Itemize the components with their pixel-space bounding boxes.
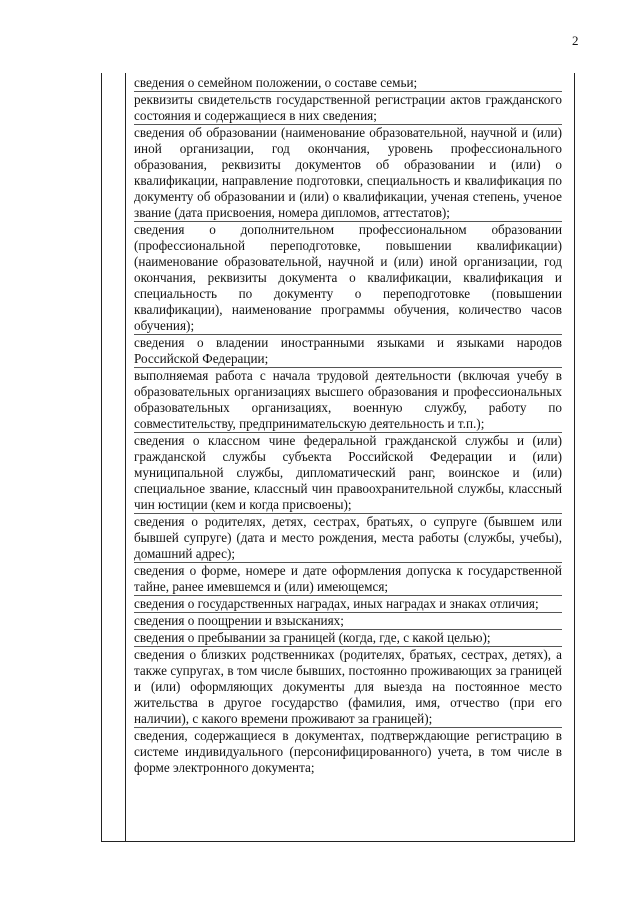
list-item: сведения о близких родственниках (родителях, братьях, сестрах, детях), а также супругах, в том числе бывших, постоянно проживающих за границей и (или) оформляющих документы для выезда на постоянное место жительства в другое государство (фамилия, имя, отчество (при его наличии), с какого времени проживают за границей);	[134, 647, 562, 726]
list-item: сведения о родителях, детях, сестрах, братьях, о супруге (бывшем или бывшей супруге) (дата и место рождения, места работы (службы, учебы), домашний адрес);	[134, 514, 562, 561]
table-content-cell	[134, 75, 562, 776]
list-item: сведения о классном чине федеральной гражданской службы и (или) гражданской службы субъекта Российской Федерации и (или) муниципальной службы, дипломатический ранг, воинское и (или) специальное звание, классный чин правоохранительной службы, классный чин юстиции (кем и когда присвоены);	[134, 433, 562, 512]
page-number: 2	[572, 33, 579, 48]
list-item: сведения, содержащиеся в документах, подтверждающие регистрацию в системе индивидуального (персонифицированного) учета, в том числе в форме электронного документа;	[134, 728, 562, 775]
list-item: сведения о семейном положении, о составе семьи;	[134, 75, 562, 92]
list-item: сведения о пребывании за границей (когда, где, с какой целью);	[134, 630, 562, 647]
list-item: выполняемая работа с начала трудовой деятельности (включая учебу в образовательных организациях высшего образования и профессиональных образовательных организациях, военную службу, работу по совместительству, предпринимательскую деятельность и т.п.);	[134, 368, 562, 431]
list-item: сведения о государственных наградах, иных наградах и знаках отличия;	[134, 596, 562, 613]
column-divider	[125, 73, 126, 841]
list-item: сведения о дополнительном профессиональном образовании (профессиональной переподготовке, повышении квалификации) (наименование образовательной, научной и (или) иной организации, год окончания, реквизиты документа о квалификации, квалификация и специальность по документу о переподготовке (повышении квалификации), наименование программы обучения, количество часов обучения);	[134, 222, 562, 333]
list-item: сведения об образовании (наименование образовательной, научной и (или) иной организации, год окончания, уровень профессионального образования, реквизиты документов об образовании и (или) о квалификации, направление подготовки, специальность и квалификация по документу об образовании и (или) о квалификации, ученая степень, ученое звание (дата присвоения, номера дипломов, аттестатов);	[134, 125, 562, 220]
document-table	[101, 73, 575, 842]
list-item: сведения о владении иностранными языками и языками народов Российской Федерации;	[134, 335, 562, 366]
list-item: сведения о форме, номере и дате оформления допуска к государственной тайне, ранее имевшемся и (или) имеющемся;	[134, 563, 562, 594]
list-item: сведения о поощрении и взысканиях;	[134, 613, 562, 630]
list-item: реквизиты свидетельств государственной регистрации актов гражданского состояния и содержащиеся в них сведения;	[134, 92, 562, 123]
